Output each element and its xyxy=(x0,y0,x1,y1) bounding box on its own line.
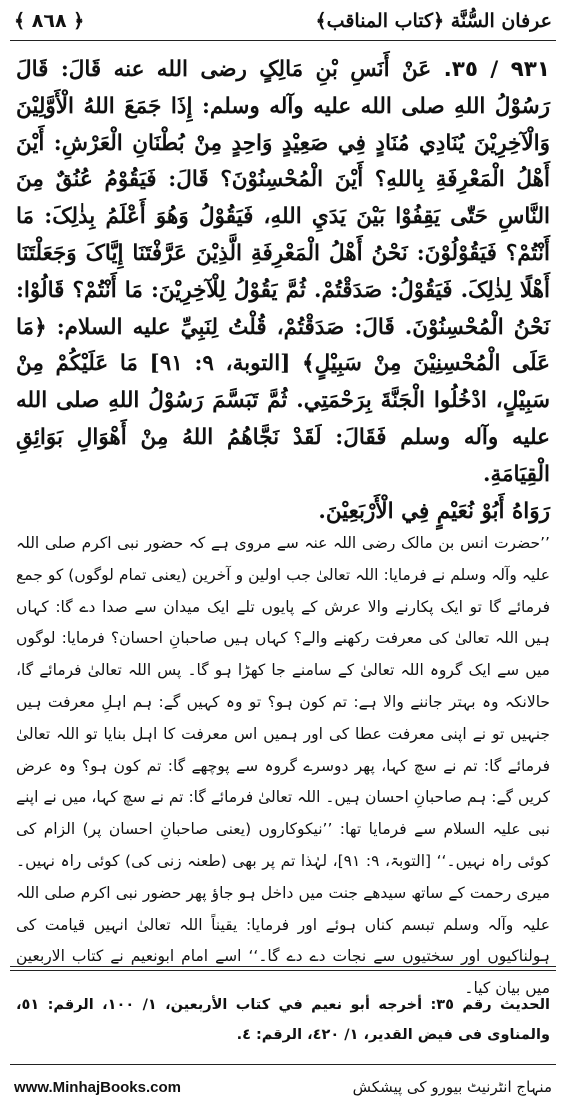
hadith-reference: الحديث رقم ٣٥: أخرجه أبو نعيم في كتاب الأربعين، ١/ ١٠٠، الرقم: ٥١، والمناوى فى فيض القدير، ١/ ٤٢٠، الرقم: ٤. xyxy=(16,997,551,1043)
hadith-arabic-text: عَنْ أَنَسِ بْنِ مَالِکٍ رضی الله عنه قَالَ: قَالَ رَسُوْلُ اللهِ صلی الله عليه وآله وسلم: إِذَا جَمَعَ اللهُ الْأَوَّلِيْنَ وَالْآخِرِيْنَ يُنَادِي مُنَادٍ فِي صَعِيْدٍ وَاحِدٍ مِنْ بُطْنَانِ الْعَرْشِ: أَيْنَ أَهْلُ الْمَعْرِفَةِ بِاللهِ؟ أَيْنَ الْمُحْسِنُوْنَ؟ قَالَ: فَيَقُوْمُ عُنُقٌ مِنَ النَّاسِ حَتّٰى يَقِفُوْا بَيْنَ يَدَيِ اللهِ، فَيَقُوْلُ وَهُوَ أَعْلَمُ بِذٰلِکَ: مَا أَنْتُمْ؟ فَيَقُوْلُوْنَ: نَحْنُ أَهْلُ الْمَعْرِفَةِ الَّذِيْنَ عَرَّفْتَنَا إِيَّاکَ وَجَعَلْتَنَا أَهْلًا لِذٰلِکَ. فَيَقُوْلُ: صَدَقْتُمْ. ثُمَّ يَقُوْلُ لِلْآخِرِيْنَ: مَا أَنْتُمْ؟ قَالُوْا: نَحْنُ الْمُحْسِنُوْنَ. قَالَ: صَدَقْتُمْ، قُلْتُ لِنَبِيِّ عليه السلام: ﴿مَا عَلَى الْمُحْسِنِيْنَ مِنْ سَبِيْلٍ﴾ [التوبة، ٩: ٩١] مَا عَلَيْکُمْ مِنْ سَبِيْلٍ، ادْخُلُوا الْجَنَّةَ بِرَحْمَتِي. ثُمَّ تَبَسَّمَ رَسُوْلُ اللهِ صلی الله عليه وآله وسلم فَقَالَ: لَقَدْ نَجَّاهُمُ اللهُ مِنْ أَهْوَالِ بَوَائِقِ الْقِيَامَةِ. xyxy=(16,57,550,487)
page-header xyxy=(14,4,552,38)
reference-divider-bottom xyxy=(10,970,556,971)
header-divider xyxy=(10,40,556,41)
website-link[interactable]: www.MinhajBooks.com xyxy=(14,1078,181,1096)
hadith-narration: رَوَاهُ أَبُوْ نُعَيْمٍ فِي الْأَرْبَعِيْنَ. xyxy=(318,498,550,524)
page-number: ﴾ ٨٦٨ ﴿ xyxy=(14,10,85,32)
page-footer xyxy=(14,1072,552,1102)
hadith-arabic-block xyxy=(16,52,550,524)
book-title: عرفان السُّنَّة ﴿کتاب المناقب﴾ xyxy=(315,10,552,32)
reference-divider-top xyxy=(10,966,556,967)
publisher-credit: منہاج انٹرنیٹ بیورو کی پیشکش xyxy=(352,1078,552,1096)
hadith-number: ٩٣١ / ٣٥. xyxy=(443,57,550,82)
footer-divider xyxy=(10,1064,556,1065)
urdu-translation: ’’حضرت انس بن مالک رضی اللہ عنہ سے مروی ہے کہ حضور نبی اکرم صلی اللہ علیہ وآلہ وسلم نے فرمایا: اللہ تعالیٰ جب اولین و آخرین (یعنی تمام لوگوں) کو جمع فرمائے گا تو ایک پکارنے والا عرش کے پایوں تلے ایک میدان سے صدا دے گا: کہاں ہیں اللہ تعالیٰ کی معرفت رکھنے والے؟ کہاں ہیں صاحبانِ احسان؟ فرمایا: لوگوں میں سے ایک گروہ اللہ تعالیٰ کے سامنے جا کھڑا ہو گا۔ پس اللہ تعالیٰ فرمائے گا، حالانکہ وہ بہتر جاننے والا ہے: تم کون ہو؟ تو وہ کہیں گے: ہم اہلِ معرفت ہیں جنہیں تو نے اپنی معرفت عطا کی اور ہمیں اس معرفت کا اہل بنایا تو اللہ تعالیٰ فرمائے گا: تم نے سچ کہا، پھر دوسرے گروہ سے پوچھے گا: تم کون ہو؟ وہ عرض کریں گے: ہم صاحبانِ احسان ہیں۔ اللہ تعالیٰ فرمائے گا: تم نے سچ کہا، میں نے اپنے نبی علیہ السلام سے فرمایا تھا: ’’نیکوکاروں (یعنی صاحبانِ احسان پر) الزام کی کوئی راہ نہیں۔‘‘ [التوبۃ، ۹: ۹۱]، لہٰذا تم پر بھی (طعنہ زنی کی) کوئی راہ نہیں۔ میری رحمت کے ساتھ سیدھے جنت میں داخل ہو جاؤ پھر حضور نبی اکرم صلی اللہ علیہ وآلہ وسلم تبسم کناں ہوئے اور فرمایا: یقیناً اللہ تعالیٰ انہیں قیامت کی ہولناکیوں اور سختیوں سے نجات دے دے گا۔‘‘ اسے امام ابونعیم نے کتاب الاربعین میں بیان کیا۔ xyxy=(16,534,551,998)
